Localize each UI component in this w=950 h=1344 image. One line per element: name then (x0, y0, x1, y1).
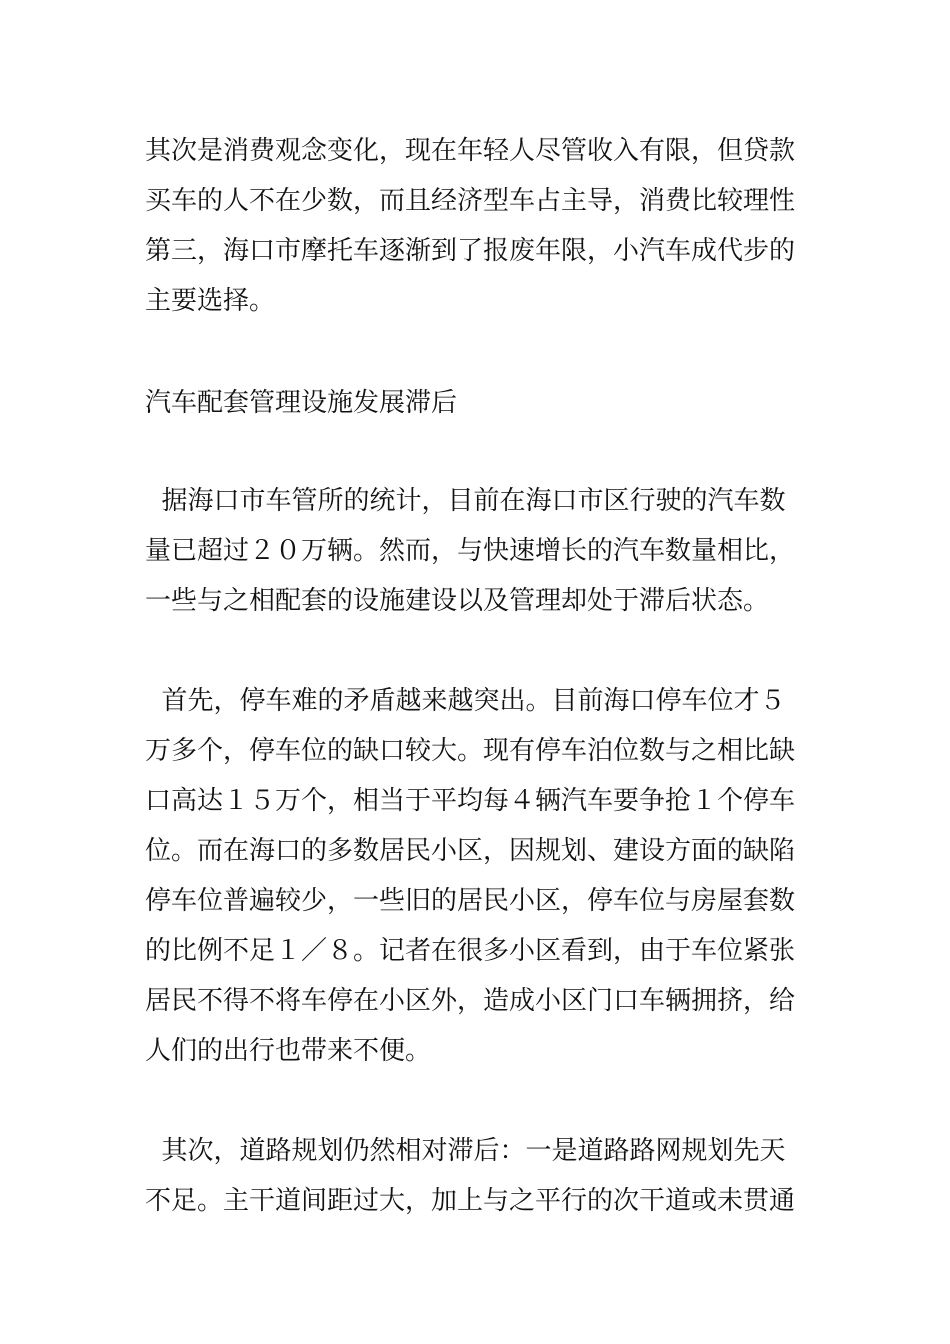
text-line: 其次是消费观念变化，现在年轻人尽管收入有限，但贷款 (145, 136, 796, 166)
text-line: 首先，停车难的矛盾越来越突出。目前海口停车位才５ (145, 686, 786, 716)
text-line: 万多个，停车位的缺口较大。现有停车泊位数与之相比缺 (145, 736, 796, 766)
text-line: 量已超过２０万辆。然而，与快速增长的汽车数量相比， (145, 536, 796, 566)
text-line: 人们的出行也带来不便。 (145, 1036, 432, 1066)
text-line: 停车位普遍较少，一些旧的居民小区，停车位与房屋套数 (145, 886, 796, 916)
text-line: 位。而在海口的多数居民小区，因规划、建设方面的缺陷 (145, 836, 796, 866)
text-line: 口高达１５万个，相当于平均每４辆汽车要争抢１个停车 (145, 786, 796, 816)
text-line: 主要选择。 (145, 286, 276, 316)
text-line: 的比例不足１／８。记者在很多小区看到，由于车位紧张 (145, 936, 796, 966)
text-line: 居民不得不将车停在小区外，造成小区门口车辆拥挤，给 (145, 986, 796, 1016)
text-line: 一些与之相配套的设施建设以及管理却处于滞后状态。 (145, 586, 770, 616)
text-line: 买车的人不在少数，而且经济型车占主导，消费比较理性 (145, 186, 796, 216)
text-line: 其次，道路规划仍然相对滞后：一是道路路网规划先天 (145, 1136, 786, 1166)
text-line: 据海口市车管所的统计，目前在海口市区行驶的汽车数 (145, 486, 786, 516)
text-line: 第三，海口市摩托车逐渐到了报废年限，小汽车成代步的 (145, 236, 796, 266)
text-line: 不足。主干道间距过大，加上与之平行的次干道或未贯通 (145, 1186, 796, 1216)
heading-text: 汽车配套管理设施发展滞后 (145, 388, 458, 418)
